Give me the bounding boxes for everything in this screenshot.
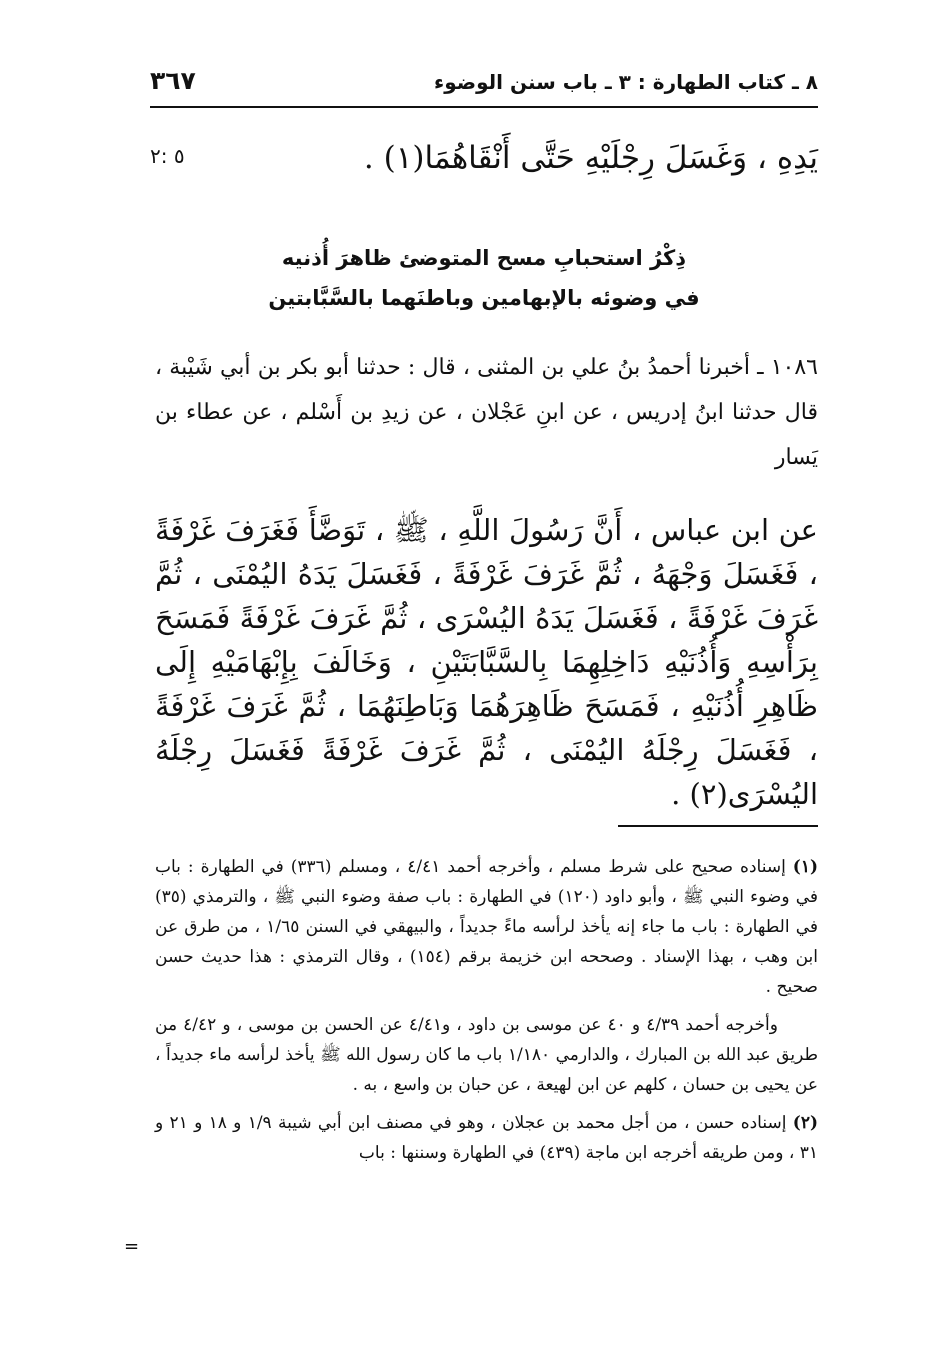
hadith-isnad: ١٠٨٦ ـ أخبرنا أحمدُ بنُ علي بن المثنى ، قال : حدثنا أبو بكر بن أبي شَيْبة ، قال حدثنا ابنُ إدريس ، عن ابنِ عَجْلان ، عن زيدِ بن أَسْلم ، عن عطاء بن يَسار (155, 355, 818, 470)
continued-hadith-line: يَدِهِ ، وَغَسَلَ رِجْلَيْهِ حَتَّى أَنْقَاهُمَا(١) . (363, 140, 818, 176)
footnote-1-text: إسناده صحيح على شرط مسلم ، وأخرجه أحمد ٤/٤١ ، ومسلم (٣٣٦) في الطهارة : باب في وضوء النبي ﷺ ، وأبو داود (١٢٠) في الطهارة : باب صفة وضوء النبي ﷺ ، والترمذي (٣٥) في الطهارة : باب ما جاء إنه يأخذ لرأسه ماءً جديداً ، والبيهقي في السنن ١/٦٥ ، من طرق عن ابن وهب ، بهذا الإسناد . وصححه ابن خزيمة برقم (١٥٤) ، وقال الترمذي : هذا حديث حسن صحيح . (155, 857, 818, 997)
footnote-2-text: إسناده حسن ، من أجل محمد بن عجلان ، وهو في مصنف ابن أبي شيبة ١/٩ و ١٨ و ٢١ و ٣١ ، ومن طريقه أخرجه ابن ماجة (٤٣٩) في الطهارة وسننها : باب (155, 1113, 818, 1163)
section-heading-line-1: ذِكْرُ استحبابِ مسح المتوضئ ظاهرَ أُذنيه (281, 246, 687, 270)
footnote-1-number: (١) (792, 857, 818, 877)
footnote-2-number: (٢) (792, 1113, 818, 1133)
hadith-matn: عن ابن عباس ، أَنَّ رَسُولَ اللَّهِ ، ﷺ ، تَوَضَّأَ فَغَرَفَ غَرْفَةً ، فَغَسَلَ وَجْهَهُ ، ثُمَّ غَرَفَ غَرْفَةً ، فَغَسَلَ يَدَهُ اليُمْنَى ، ثُمَّ غَرَفَ غَرْفَةً ، فَغَسَلَ يَدَهُ اليُسْرَى ، ثُمَّ غَرَفَ غَرْفَةً فَمَسَحَ بِرَأْسِهِ وَأُذُنَيْهِ دَاخِلِهِمَا بِالسَّبَّابَتَيْنِ ، وَخَالَفَ بِإِبْهَامَيْهِ إِلَى ظَاهِرِ أُذُنَيْهِ ، فَمَسَحَ ظَاهِرَهُمَا وَبَاطِنَهُمَا ، ثُمَّ غَرَفَ غَرْفَةً ، فَغَسَلَ رِجْلَهُ اليُمْنَى ، ثُمَّ غَرَفَ غَرْفَةً فَغَسَلَ رِجْلَهُ اليُسْرَى(٢) . (155, 513, 818, 811)
reference-mark: ٥ :٢ (150, 144, 185, 168)
page-number: ٣٦٧ (150, 66, 196, 95)
footnotes (155, 852, 818, 1168)
footnote-2 (155, 1108, 818, 1168)
footnote-1 (155, 852, 818, 1002)
footnote-1-continuation: وأخرجه أحمد ٤/٣٩ و ٤٠ عن موسى بن داود ، و٤/٤١ عن الحسن بن موسى ، و ٤/٤٢ من طريق عبد الله بن المبارك ، والدارمي ١/١٨٠ باب ما كان رسول الله ﷺ يأخذ لرأسه ماء جديداً ، عن يحيى بن حسان ، كلهم عن ابن لهيعة ، عن حبان بن واسع ، به . (155, 1015, 818, 1095)
header-rule (150, 106, 818, 108)
section-heading-line-2: في وضوئه بالإبهامين وباطنَهما بالسَّبَّابتين (268, 286, 700, 310)
footnote-separator (618, 825, 818, 827)
running-header-title: ٨ ـ كتاب الطهارة : ٣ ـ باب سنن الوضوء (433, 70, 818, 94)
section-heading (150, 238, 818, 318)
continuation-mark: = (124, 1236, 140, 1257)
